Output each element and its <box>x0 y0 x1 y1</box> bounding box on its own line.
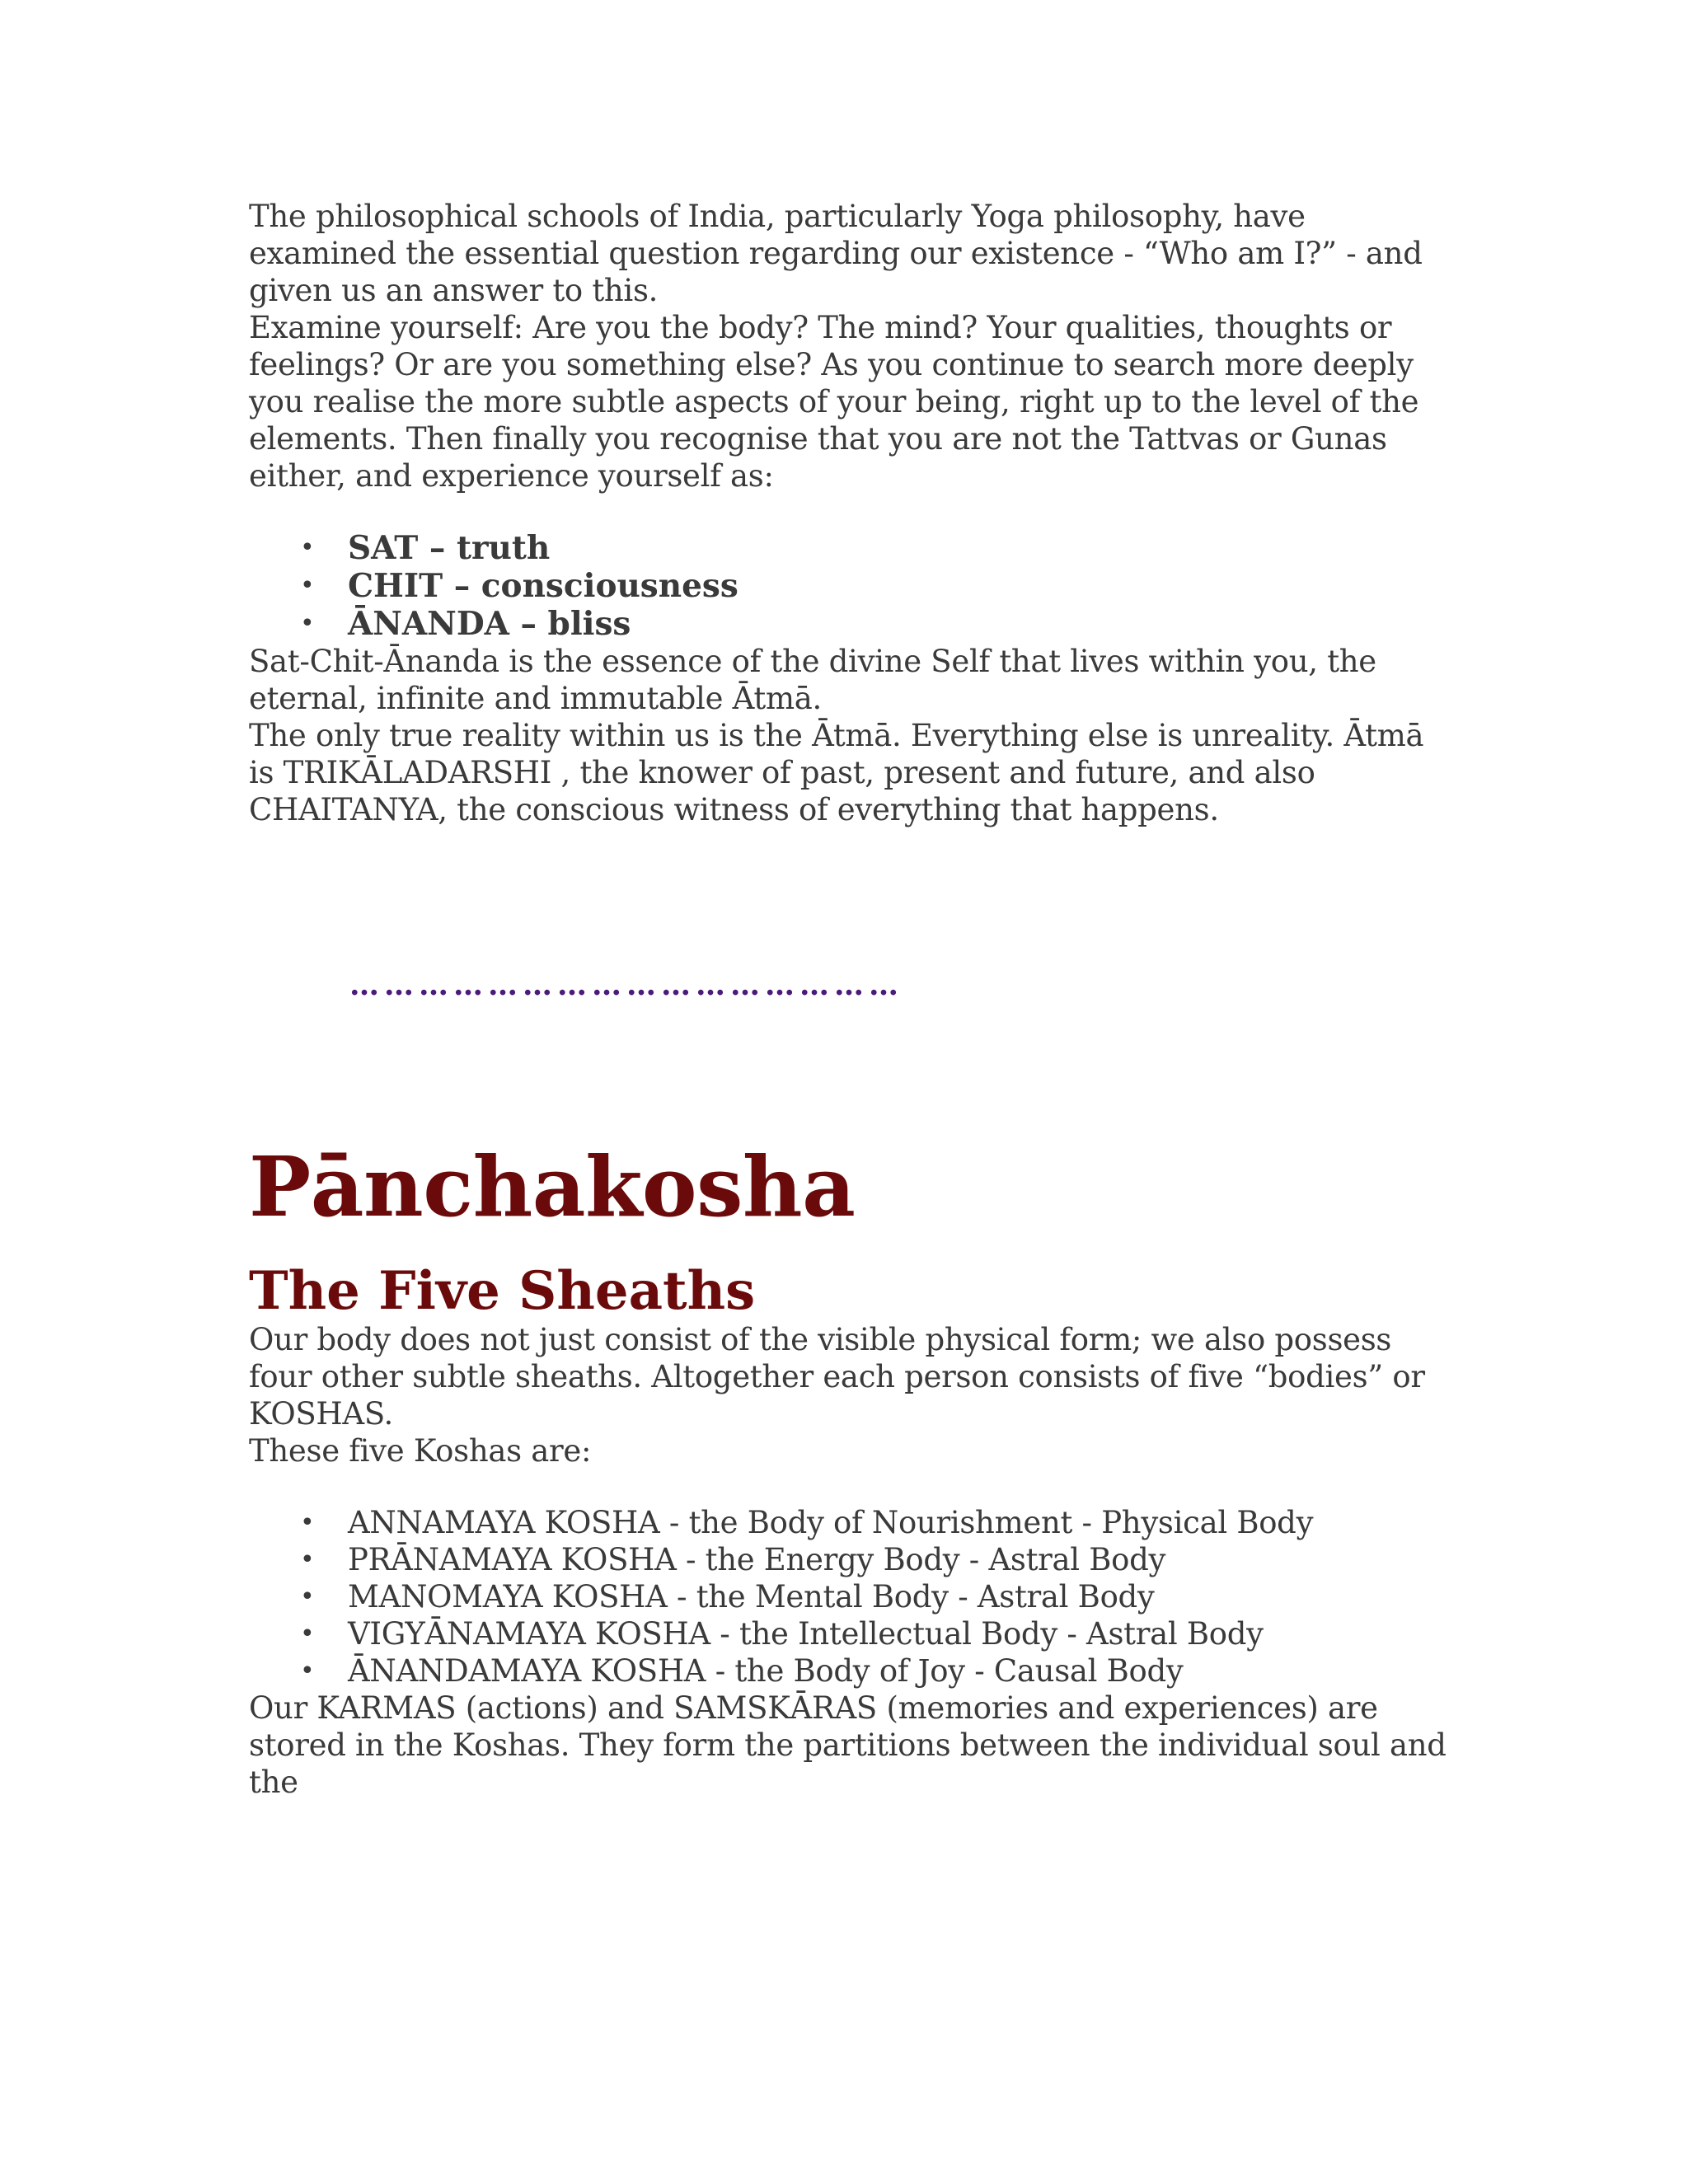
list-item-text: SAT – truth <box>348 529 551 567</box>
kosha-list <box>249 1504 1452 1690</box>
bullet-icon: • <box>300 1508 315 1537</box>
bullet-icon: • <box>300 533 315 562</box>
list-item <box>249 1652 1452 1690</box>
bullet-icon: • <box>300 1619 315 1648</box>
list-item <box>249 567 1452 605</box>
list-item-text: ĀNANDAMAYA KOSHA - the Body of Joy - Causal Body <box>348 1653 1184 1689</box>
paragraph-examine: Examine yourself: Are you the body? The mind? Your qualities, thoughts or feelings? Or are you something else? As you continue to search more deeply you realise the more subtle aspects of your being, right up to the level of the elements. Then finally you recognise that you are not the Tattvas or Gunas either, and experience yourself as: <box>249 310 1419 494</box>
list-item <box>249 1578 1452 1615</box>
list-item <box>249 1615 1452 1652</box>
bullet-icon: • <box>300 1582 315 1611</box>
paragraph-atma: The only true reality within us is the Ātmā. Everything else is unreality. Ātmā is TRIKĀLADARSHI , the knower of past, present and future, and also CHAITANYA, the conscious witness of everything that happens. <box>249 718 1424 827</box>
list-item-text: CHIT – consciousness <box>348 567 738 605</box>
paragraph-koshas-intro: These five Koshas are: <box>249 1433 592 1469</box>
bullet-icon: • <box>300 1545 315 1574</box>
sat-chit-ananda-list <box>249 529 1452 643</box>
list-item <box>249 1504 1452 1541</box>
page-title: Pānchakosha <box>249 1138 856 1235</box>
list-item <box>249 1541 1452 1578</box>
paragraph-karmas: Our KARMAS (actions) and SAMSKĀRAS (memories and experiences) are stored in the Koshas. They form the partitions between the individual soul and the <box>249 1690 1447 1800</box>
list-item-text: ANNAMAYA KOSHA - the Body of Nourishment - Physical Body <box>348 1505 1314 1540</box>
list-item-text: ĀNANDA – bliss <box>348 605 631 643</box>
list-item-text: MANOMAYA KOSHA - the Mental Body - Astral Body <box>348 1579 1155 1615</box>
list-item <box>249 605 1452 643</box>
bullet-icon: • <box>300 571 315 600</box>
list-item-text: PRĀNAMAYA KOSHA - the Energy Body - Astral Body <box>348 1542 1166 1577</box>
bullet-icon: • <box>300 609 315 638</box>
paragraph-body-sheaths: Our body does not just consist of the visible physical form; we also possess four other subtle sheaths. Altogether each person consists of five “bodies” or KOSHAS. <box>249 1322 1425 1432</box>
list-item <box>249 529 1452 567</box>
paragraph-intro: The philosophical schools of India, particularly Yoga philosophy, have examined the essential question regarding our existence - “Who am I?” - and given us an answer to this. <box>249 199 1423 308</box>
paragraph-sat-chit-ananda: Sat-Chit-Ānanda is the essence of the divine Self that lives within you, the eternal, infinite and immutable Ātmā. <box>249 644 1376 716</box>
section-subtitle: The Five Sheaths <box>249 1260 756 1322</box>
document-page <box>249 198 1452 1801</box>
dotted-separator: ………………………………………… <box>349 968 903 1002</box>
list-item-text: VIGYĀNAMAYA KOSHA - the Intellectual Body - Astral Body <box>348 1616 1264 1652</box>
bullet-icon: • <box>300 1657 315 1685</box>
